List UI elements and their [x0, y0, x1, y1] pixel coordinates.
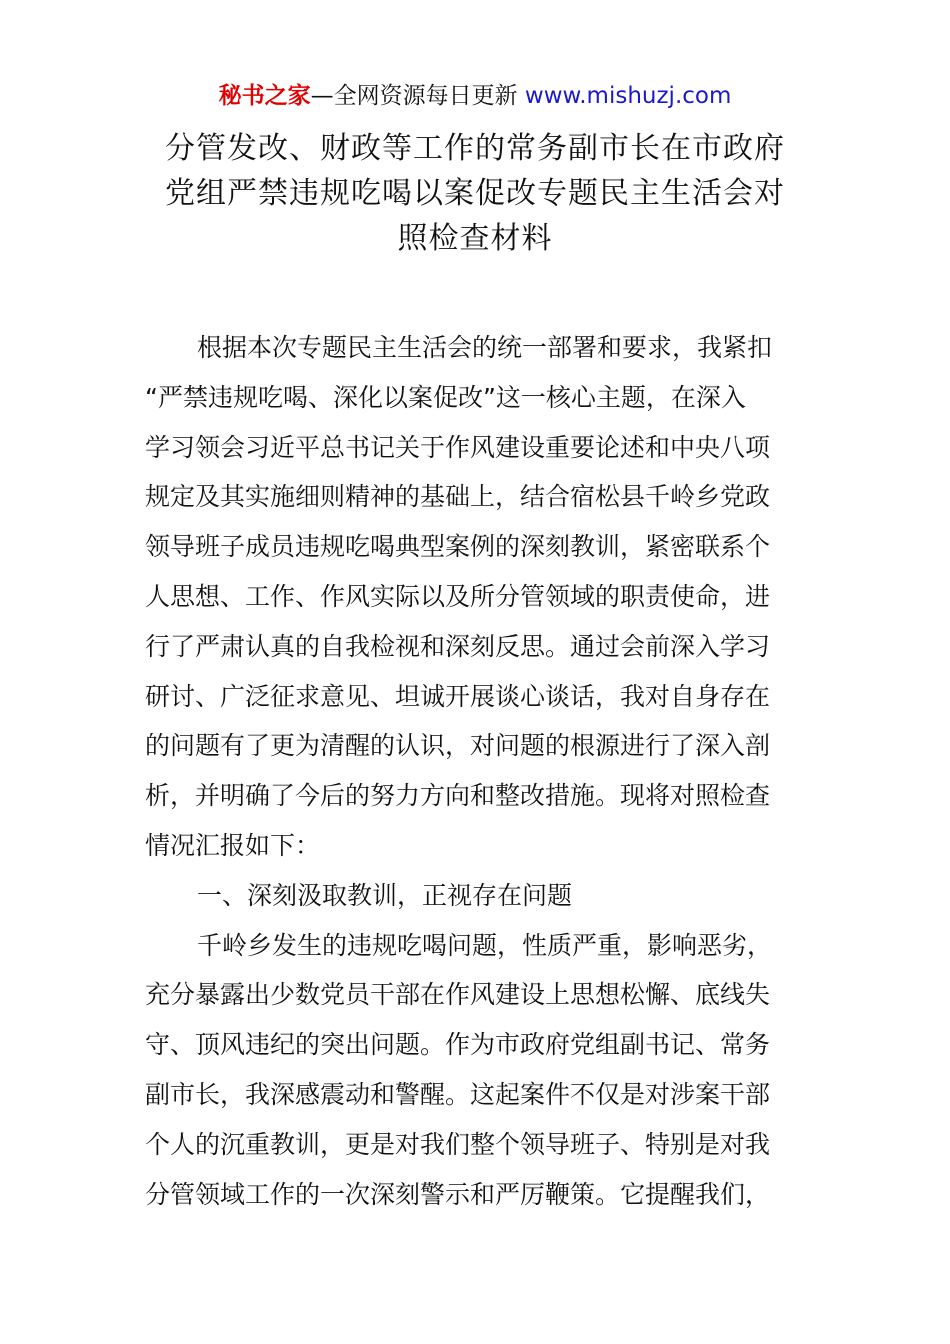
paragraph-line: 人思想、工作、作风实际以及所分管领域的职责使命，进 [145, 581, 771, 611]
document-title [140, 126, 810, 261]
paragraph-line: 副市长，我深感震动和警醒。这起案件不仅是对涉案干部 [145, 1079, 771, 1109]
document-body [145, 323, 805, 1219]
paragraph-line: 千岭乡发生的违规吃喝问题，性质严重，影响恶劣， [197, 930, 773, 960]
paragraph-line: 情况汇报如下： [145, 830, 321, 860]
title-line: 照检查材料 [397, 221, 553, 256]
paragraph-line: 根据本次专题民主生活会的统一部署和要求，我紧扣 [197, 333, 773, 362]
section-heading: 一、深刻汲取教训，正视存在问题 [197, 880, 573, 910]
paragraph-line: 学习领会习近平总书记关于作风建设重要论述和中央八项 [145, 432, 771, 462]
paragraph-line: 的问题有了更为清醒的认识，对问题的根源进行了深入剖 [145, 731, 771, 761]
site-url: www.mishuzj.com [524, 83, 732, 109]
paragraph-line: 研讨、广泛征求意见、坦诚开展谈心谈话，我对自身存在 [145, 681, 771, 711]
site-header [0, 80, 950, 112]
paragraph-line: 行了严肃认真的自我检视和深刻反思。通过会前深入学习 [145, 631, 771, 661]
paragraph-line: 个人的沉重教训，更是对我们整个领导班子、特别是对我 [145, 1129, 771, 1159]
paragraph-line: “严禁违规吃喝、深化以案促改”这一核心主题，在深入 [145, 382, 746, 412]
paragraph-line: 守、顶风违纪的突出问题。作为市政府党组副书记、常务 [145, 1030, 771, 1060]
paragraph-line: 分管领域工作的一次深刻警示和严厉鞭策。它提醒我们， [145, 1179, 771, 1209]
paragraph-line: 析，并明确了今后的努力方向和整改措施。现将对照检查 [145, 781, 771, 811]
paragraph-line: 规定及其实施细则精神的基础上，结合宿松县千岭乡党政 [145, 482, 771, 512]
brand-name: 秘书之家 [218, 83, 311, 109]
paragraph-line: 充分暴露出少数党员干部在作风建设上思想松懈、底线失 [145, 980, 771, 1010]
paragraph-line: 领导班子成员违规吃喝典型案例的深刻教训，紧密联系个 [145, 532, 771, 562]
title-line: 分管发改、财政等工作的常务副市长在市政府 [165, 131, 785, 166]
title-line: 党组严禁违规吃喝以案促改专题民主生活会对 [165, 176, 785, 211]
header-tagline: —全网资源每日更新 [310, 83, 525, 109]
